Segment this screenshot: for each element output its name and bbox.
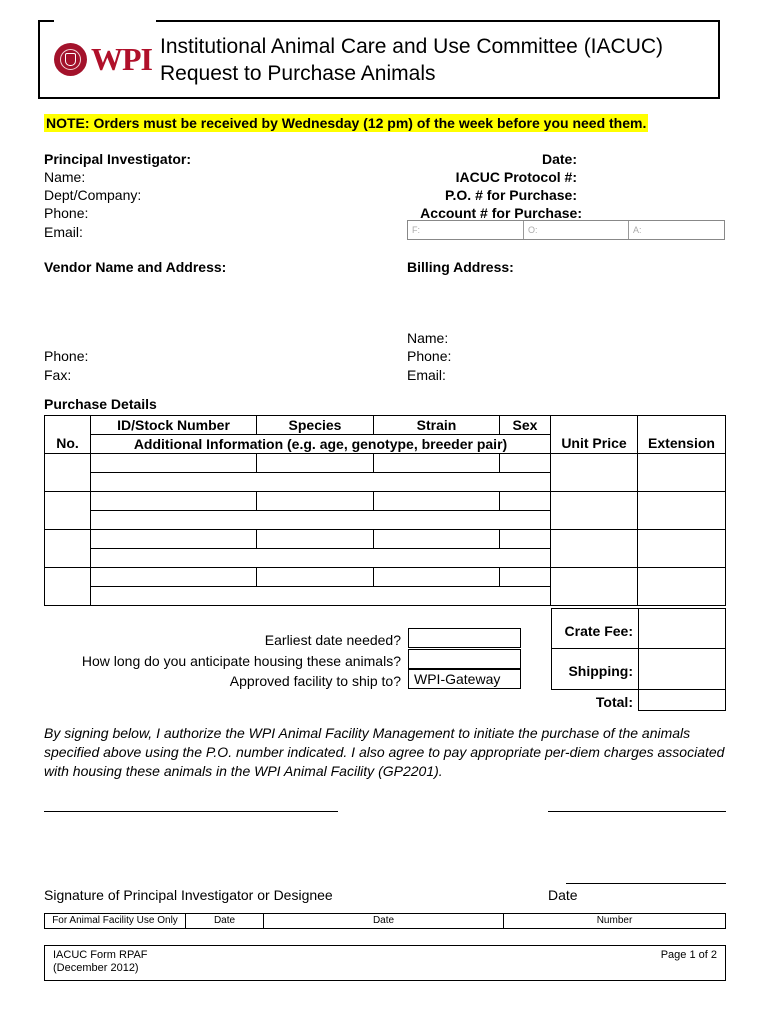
page-number: Page 1 of 2 [660, 949, 717, 961]
pi-dept-label: Dept/Company: [44, 187, 142, 203]
signature-date-label: Date [548, 887, 578, 903]
col-addinfo-header: Additional Information (e.g. age, genotype, breeder pair) [91, 435, 551, 454]
earliest-date-input[interactable] [408, 628, 521, 648]
crate-fee-input[interactable] [638, 608, 726, 649]
signature-line[interactable] [44, 811, 338, 812]
pi-email-label: Email: [44, 224, 83, 240]
row-no-cell[interactable] [45, 568, 91, 606]
billing-name-label: Name: [407, 330, 449, 346]
page-title: Institutional Animal Care and Use Committee (IACUC) [160, 35, 664, 58]
form-date: (December 2012) [53, 962, 139, 974]
row-no-cell[interactable] [45, 492, 91, 530]
date-label: Date: [541, 151, 577, 167]
table-row [45, 568, 726, 587]
page-subtitle: Request to Purchase Animals [160, 62, 436, 85]
activity-field[interactable]: A: [633, 225, 642, 235]
total-label: Total: [595, 694, 633, 710]
col-no-header: No. [45, 435, 91, 454]
billing-phone-label: Phone: [407, 348, 452, 364]
row-addinfo-cell[interactable] [91, 587, 551, 606]
earliest-date-label: Earliest date needed? [264, 632, 401, 648]
col-species-header: Species [257, 416, 374, 435]
date-line[interactable] [548, 811, 726, 812]
table-row [45, 492, 726, 511]
protocol-label: IACUC Protocol #: [455, 169, 577, 185]
row-addinfo-cell[interactable] [91, 549, 551, 568]
logo-text: WPI [91, 41, 152, 77]
pi-name-label: Name: [44, 169, 86, 185]
col-id-header: ID/Stock Number [91, 416, 257, 435]
vendor-fax-label: Fax: [44, 367, 72, 383]
facility-label: Approved facility to ship to? [229, 673, 401, 689]
row-no-cell[interactable] [45, 530, 91, 568]
crate-fee-label: Crate Fee: [564, 623, 633, 639]
fund-field[interactable]: F: [412, 225, 420, 235]
purchase-table [44, 415, 726, 606]
shipping-label: Shipping: [568, 663, 633, 679]
facility-number: Number [596, 915, 633, 926]
form-name: IACUC Form RPAF [53, 949, 148, 961]
wpi-seal-icon [54, 43, 87, 76]
row-addinfo-cell[interactable] [91, 473, 551, 492]
table-row [45, 530, 726, 549]
shipping-input[interactable] [638, 648, 726, 690]
deadline-note: NOTE: Orders must be received by Wednesday (12 pm) of the week before you need them. [46, 115, 647, 131]
wpi-logo [54, 41, 154, 81]
pi-phone-label: Phone: [44, 205, 89, 221]
facility-use-label: For Animal Facility Use Only [45, 914, 186, 928]
account-label: Account # for Purchase: [420, 205, 582, 221]
facility-use-bar [44, 913, 726, 929]
vendor-heading: Vendor Name and Address: [44, 259, 227, 275]
purchase-heading: Purchase Details [44, 396, 157, 412]
facility-date-2: Date [264, 914, 504, 928]
org-field[interactable]: O: [528, 225, 538, 235]
col-extension-header: Extension [638, 435, 726, 454]
row-addinfo-cell[interactable] [91, 511, 551, 530]
total-input[interactable] [638, 689, 726, 711]
signature-label: Signature of Principal Investigator or Designee [44, 887, 333, 903]
col-strain-header: Strain [374, 416, 500, 435]
page-footer [44, 945, 726, 981]
facility-date-1: Date [186, 914, 264, 928]
authorization-statement: By signing below, I authorize the WPI Animal Facility Management to initiate the purchase of the animals specified above using the P.O. number indicated. I also agree to pay appropriate per-diem charges associated with housing these animals in the WPI Animal Facility (GP2201). [44, 725, 725, 779]
col-unit-price-header: Unit Price [551, 435, 638, 454]
row-no-cell[interactable] [45, 454, 91, 492]
table-row [45, 454, 726, 473]
col-sex-header: Sex [500, 416, 551, 435]
pi-heading: Principal Investigator: [44, 151, 192, 167]
vendor-phone-label: Phone: [44, 348, 89, 364]
account-fields[interactable] [407, 220, 725, 240]
facility-input[interactable]: WPI-Gateway [408, 669, 521, 689]
po-label: P.O. # for Purchase: [444, 187, 577, 203]
billing-heading: Billing Address: [407, 259, 514, 275]
housing-duration-label: How long do you anticipate housing these animals? [81, 653, 401, 669]
billing-email-label: Email: [407, 367, 446, 383]
housing-duration-input[interactable] [408, 649, 521, 669]
